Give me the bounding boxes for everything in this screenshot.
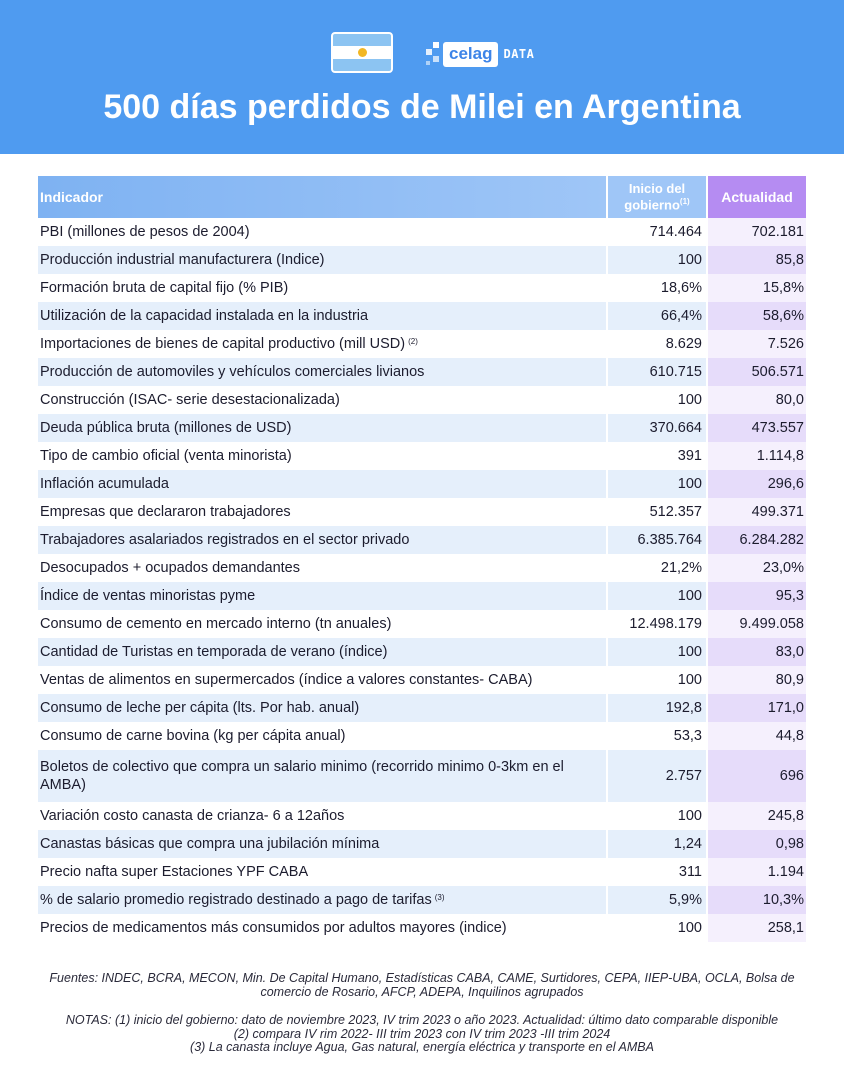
cell-indicador [38,582,606,610]
cell-inicio: 512.357 [608,498,706,526]
indicador-label: Importaciones de bienes de capital productivo (mill USD) [40,336,406,352]
indicators-table [38,176,806,942]
cell-inicio: 66,4% [608,302,706,330]
table-row [38,694,806,722]
cell-indicador [38,830,606,858]
footnote-marker: (3) [434,893,445,902]
cell-actualidad: 171,0 [708,694,806,722]
argentina-flag-icon [331,32,393,73]
table-row [38,582,806,610]
cell-inicio: 311 [608,858,706,886]
table-row [38,666,806,694]
logo-suffix: DATA [503,47,535,61]
table-row [38,358,806,386]
notes-line-2: (2) compara IV rim 2022- III trim 2023 con IV trim 2023 -III trim 2024 [233,1026,611,1041]
table-row [38,470,806,498]
cell-actualidad: 44,8 [708,722,806,750]
indicador-label: Tipo de cambio oficial (venta minorista) [40,448,292,464]
indicador-label: Utilización de la capacidad instalada en la industria [40,308,369,324]
table-row [38,830,806,858]
cell-actualidad: 58,6% [708,302,806,330]
pixel-mark-icon [423,40,441,68]
cell-indicador [38,302,606,330]
indicador-label: Consumo de cemento en mercado interno (tn anuales) [40,616,392,632]
cell-indicador [38,694,606,722]
cell-actualidad: 7.526 [708,330,806,358]
cell-indicador [38,330,606,358]
cell-inicio: 192,8 [608,694,706,722]
header-indicador: Indicador [38,176,606,218]
cell-actualidad: 0,98 [708,830,806,858]
cell-indicador [38,610,606,638]
indicador-label: Variación costo canasta de crianza- 6 a 12años [40,808,345,824]
cell-indicador [38,386,606,414]
cell-inicio: 610.715 [608,358,706,386]
table-row [38,414,806,442]
cell-inicio: 12.498.179 [608,610,706,638]
cell-indicador [38,638,606,666]
indicador-label: Ventas de alimentos en supermercados (índice a valores constantes- CABA) [40,672,533,688]
cell-indicador [38,218,606,246]
table-row [38,302,806,330]
table-row [38,554,806,582]
cell-indicador [38,914,606,942]
indicador-label: % de salario promedio registrado destinado a pago de tarifas [40,892,432,908]
cell-actualidad: 6.284.282 [708,526,806,554]
cell-indicador [38,750,606,802]
cell-indicador [38,554,606,582]
cell-inicio: 370.664 [608,414,706,442]
table-row [38,722,806,750]
cell-inicio: 18,6% [608,274,706,302]
cell-actualidad: 696 [708,750,806,802]
indicador-label: Consumo de leche per cápita (lts. Por hab. anual) [40,700,360,716]
indicador-label: Trabajadores asalariados registrados en el sector privado [40,532,410,548]
cell-actualidad: 80,9 [708,666,806,694]
notes-line-3: (3) La canasta incluye Agua, Gas natural, energía eléctrica y transporte en el AMBA [190,1040,654,1054]
indicador-label: Construcción (ISAC- serie desestacionalizada) [40,392,340,408]
cell-actualidad: 702.181 [708,218,806,246]
indicador-label: Precio nafta super Estaciones YPF CABA [40,864,309,880]
cell-indicador [38,498,606,526]
celag-data-logo [423,39,534,69]
table-row [38,610,806,638]
table-body [38,218,806,942]
indicador-label: Desocupados + ocupados demandantes [40,560,300,576]
table-row [38,858,806,886]
indicador-label: PBI (millones de pesos de 2004) [40,224,250,240]
cell-inicio: 100 [608,582,706,610]
cell-actualidad: 15,8% [708,274,806,302]
cell-inicio: 714.464 [608,218,706,246]
cell-indicador [38,666,606,694]
indicador-label: Consumo de carne bovina (kg per cápita anual) [40,728,346,744]
cell-inicio: 5,9% [608,886,706,914]
cell-actualidad: 499.371 [708,498,806,526]
table-row [38,914,806,942]
header-inicio-note: (1) [679,197,690,207]
cell-inicio: 8.629 [608,330,706,358]
table-row [38,802,806,830]
cell-inicio: 100 [608,386,706,414]
sources-text: Fuentes: INDEC, BCRA, MECON, Min. De Capital Humano, Estadísticas CABA, CAME, Surtidores, CEPA, IIEP-UBA, OCLA, Bolsa de comercio de Rosario, AFCP, ADEPA, Inquilinos agrupados [49,971,795,999]
indicador-label: Empresas que declararon trabajadores [40,504,291,520]
cell-inicio: 100 [608,914,706,942]
indicador-label: Canastas básicas que compra una jubilación mínima [40,836,380,852]
indicador-label: Deuda pública bruta (millones de USD) [40,420,292,436]
cell-actualidad: 9.499.058 [708,610,806,638]
table-row [38,526,806,554]
table-row [38,638,806,666]
cell-actualidad: 1.194 [708,858,806,886]
cell-actualidad: 10,3% [708,886,806,914]
indicador-label: Cantidad de Turistas en temporada de verano (índice) [40,644,388,660]
cell-indicador [38,526,606,554]
cell-indicador [38,722,606,750]
indicador-label: Inflación acumulada [40,476,169,492]
footnote-marker: (2) [408,337,418,346]
cell-actualidad: 245,8 [708,802,806,830]
cell-inicio: 100 [608,666,706,694]
cell-actualidad: 80,0 [708,386,806,414]
header-inicio [608,176,706,218]
cell-inicio: 53,3 [608,722,706,750]
table-row [38,218,806,246]
notes-line-1: NOTAS: (1) inicio del gobierno: dato de noviembre 2023, IV trim 2023 o año 2023. Actualidad: último dato comparable disponible [65,1013,779,1027]
cell-indicador [38,442,606,470]
indicador-label: Precios de medicamentos más consumidos por adultos mayores (indice) [40,920,507,936]
table-row [38,886,806,914]
cell-indicador [38,802,606,830]
cell-inicio: 1,24 [608,830,706,858]
page-title: 500 días perdidos de Milei en Argentina [103,88,741,126]
cell-inicio: 2.757 [608,750,706,802]
cell-actualidad: 95,3 [708,582,806,610]
table-header [38,176,806,218]
table-row [38,330,806,358]
table-row [38,386,806,414]
cell-indicador [38,470,606,498]
indicador-label: Boletos de colectivo que compra un salario minimo (recorrido minimo 0-3km en el AMBA) [40,759,564,793]
table-row [38,750,806,802]
cell-inicio: 100 [608,246,706,274]
cell-actualidad: 258,1 [708,914,806,942]
cell-indicador [38,858,606,886]
cell-indicador [38,246,606,274]
cell-indicador [38,414,606,442]
table-row [38,274,806,302]
cell-inicio: 100 [608,470,706,498]
table-row [38,246,806,274]
indicador-label: Formación bruta de capital fijo (% PIB) [40,280,289,296]
indicador-label: Producción de automoviles y vehículos comerciales livianos [40,364,425,380]
cell-indicador [38,274,606,302]
cell-inicio: 21,2% [608,554,706,582]
cell-inicio: 100 [608,802,706,830]
cell-indicador [38,886,606,914]
table-row [38,498,806,526]
cell-actualidad: 85,8 [708,246,806,274]
header-banner [0,0,844,154]
footer-notes [40,972,804,1055]
indicador-label: Producción industrial manufacturera (Indice) [40,252,325,268]
cell-inicio: 100 [608,638,706,666]
indicador-label: Índice de ventas minoristas pyme [40,588,256,604]
cell-indicador [38,358,606,386]
header-inicio-label: Inicio del gobierno [624,181,686,213]
table-row [38,442,806,470]
logo-name: celag [443,42,498,67]
header-actualidad: Actualidad [708,176,806,218]
cell-inicio: 391 [608,442,706,470]
cell-actualidad: 1.114,8 [708,442,806,470]
cell-actualidad: 473.557 [708,414,806,442]
cell-inicio: 6.385.764 [608,526,706,554]
cell-actualidad: 83,0 [708,638,806,666]
cell-actualidad: 506.571 [708,358,806,386]
cell-actualidad: 296,6 [708,470,806,498]
cell-actualidad: 23,0% [708,554,806,582]
